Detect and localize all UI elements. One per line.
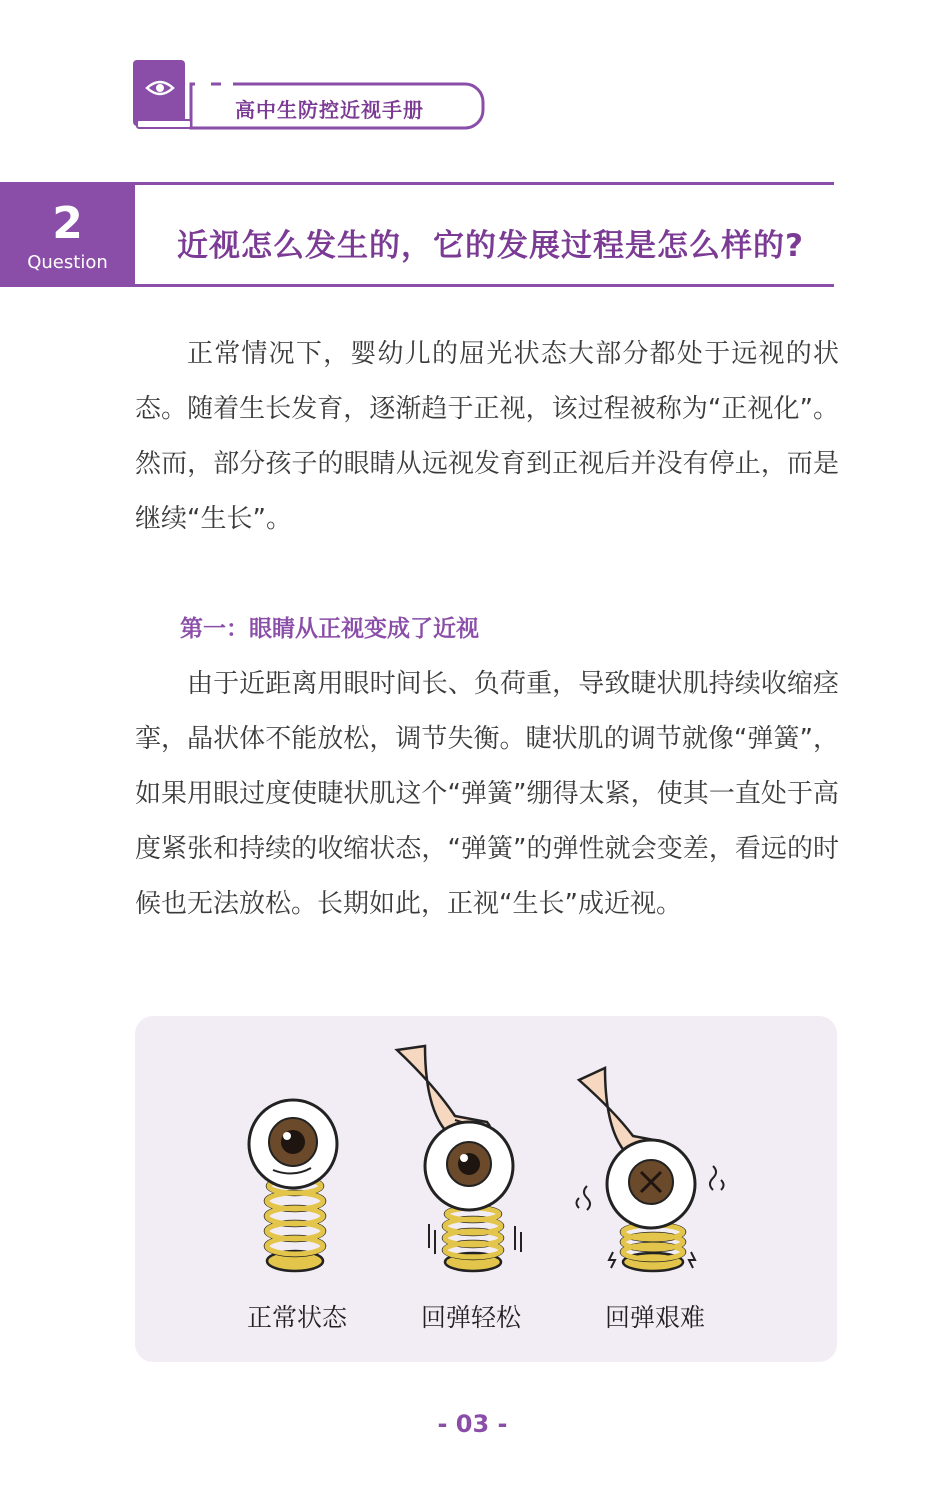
book-title: 高中生防控近视手册 (235, 98, 424, 122)
book-header-badge (133, 60, 485, 132)
page-number: - 03 - (437, 1410, 508, 1438)
spring-illustration-panel (135, 1016, 837, 1362)
question-rule-bottom (135, 284, 834, 287)
intro-paragraph: 正常情况下，婴幼儿的屈光状态大部分都处于远视的状态。随着生长发育，逐渐趋于正视，该过程被称为“正视化”。然而，部分孩子的眼睛从远视发育到正视后并没有停止，而是继续“生长”。 (135, 339, 839, 534)
question-number: 2 (52, 198, 83, 249)
caption-hard: 回弹艰难 (605, 1303, 706, 1332)
question-badge (0, 182, 135, 287)
caption-easy: 回弹轻松 (421, 1303, 522, 1332)
caption-normal: 正常状态 (247, 1303, 348, 1332)
question-label: Question (27, 252, 108, 273)
question-title: 近视怎么发生的，它的发展过程是怎么样的? (177, 228, 804, 264)
spring-normal-figure (249, 1100, 337, 1271)
spring-easy-figure (397, 1046, 521, 1271)
section-body: 由于近距离用眼时间长、负荷重，导致睫状肌持续收缩痉挛，晶状体不能放松，调节失衡。睫状肌的调节就像“弹簧”，如果用眼过度使睫状肌这个“弹簧”绷得太紧，使其一直处于高度紧张和持续的收缩状态，“弹簧”的弹性就会变差，看远的时候也无法放松。长期如此，正视“生长”成近视。 (135, 669, 839, 919)
section-heading: 第一：眼睛从正视变成了近视 (180, 616, 479, 642)
spring-hard-figure (577, 1068, 724, 1271)
